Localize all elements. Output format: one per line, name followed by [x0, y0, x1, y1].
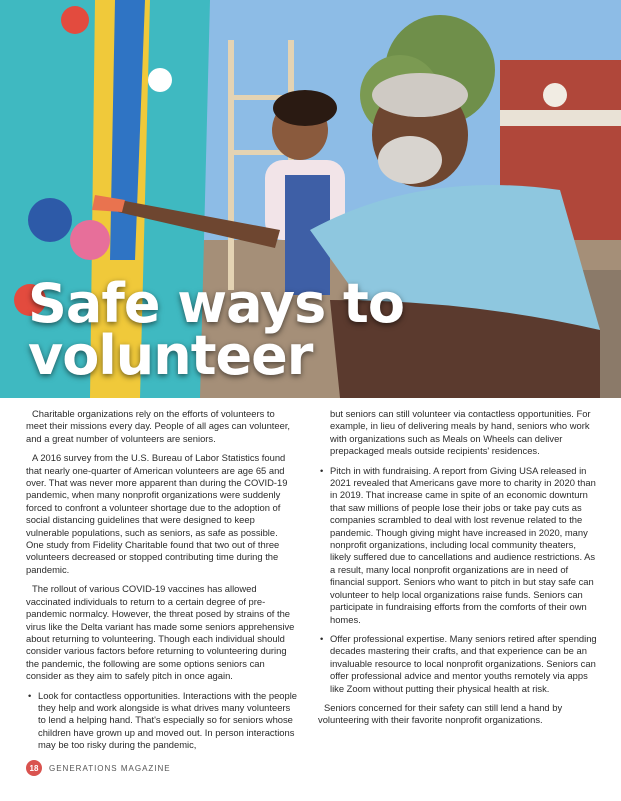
tip-contactless-continued: but seniors can still volunteer via contactless opportunities. For example, in lieu of delivering meals by hand, seniors who work with organizations such as Meals on Wheels can deliver prepackaged meals outside recipients' residences. — [330, 408, 591, 457]
magazine-name: GENERATIONS MAGAZINE — [49, 763, 171, 773]
page-number-badge: 18 — [26, 760, 42, 776]
page-headline — [28, 272, 404, 387]
tip-fundraising: • Pitch in with fundraising. A report from Giving USA released in 2021 revealed that Americans gave more to charity in 2020 than in 2019. That increase came in spite of an economic downturn that saw millions of people lose their jobs or take pay cuts as companies scrambled to deal with lost revenue related to the pandemic. Though giving might have increased in 2020, many nonprofit organizations, including local community theaters, likely suffered due to cancellations and audience restrictions. As a result, many local nonprofit organizations are in need of financial support. Seniors who want to pitch in but stay safe can volunteer to help local organizations raise funds. Seniors can participate in fundraising efforts from the comforts of their own homes. — [318, 465, 598, 626]
paragraph-closing: Seniors concerned for their safety can still lend a hand by volunteering with their favorite nonprofit organizations. — [318, 701, 563, 726]
headline-line-2: volunteer — [28, 324, 313, 387]
hero-photo — [0, 0, 621, 398]
article-column-left — [26, 408, 298, 759]
page-footer — [26, 760, 171, 776]
tip-expertise: • Offer professional expertise. Many seniors retired after spending decades mastering their crafts, and that experience can be an invaluable resource to local nonprofit organizations. Seniors can offer professional advice and mentor youths remotely via apps like Zoom without putting their physical health at risk. — [318, 633, 598, 695]
article-column-right — [318, 408, 598, 734]
tips-list-continued — [318, 465, 598, 695]
tips-list — [26, 690, 298, 752]
tip-contactless: • Look for contactless opportunities. Interactions with the people they help and work alongside is what drives many volunteers to lend a helping hand. That's especially so for seniors whose children have grown up and moved out. In person interactions may be too risky during the pandemic, — [26, 690, 298, 752]
paragraph-survey: A 2016 survey from the U.S. Bureau of Labor Statistics found that nearly one-quarter of American volunteers are age 65 and over. That was never more apparent than during the COVID-19 pandemic, when many nonprofit organizations were suddenly forced to confront a volunteer shortage due to the adoption of social distancing guidelines that were designed to keep vulnerable populations, such as seniors, as safe as possible. One study from Fidelity Charitable found that two out of three volunteers decreased or stopped contributing time during the pandemic. — [26, 452, 288, 575]
paragraph-vaccines: The rollout of various COVID-19 vaccines has allowed vaccinated individuals to return to a certain degree of pre-pandemic normalcy. However, the threat posed by strains of the virus like the Delta variant has made some seniors apprehensive about returning to volunteering. Though each individual should consider various factors before returning to volunteering during the pandemic, the following are some options seniors can consider as they aim to safely pitch in once again. — [26, 583, 295, 682]
paragraph-intro: Charitable organizations rely on the efforts of volunteers to meet their missions every day. People of all ages can volunteer, and a great number of volunteers are seniors. — [26, 408, 291, 444]
headline-line-1: Safe ways to — [28, 272, 404, 335]
